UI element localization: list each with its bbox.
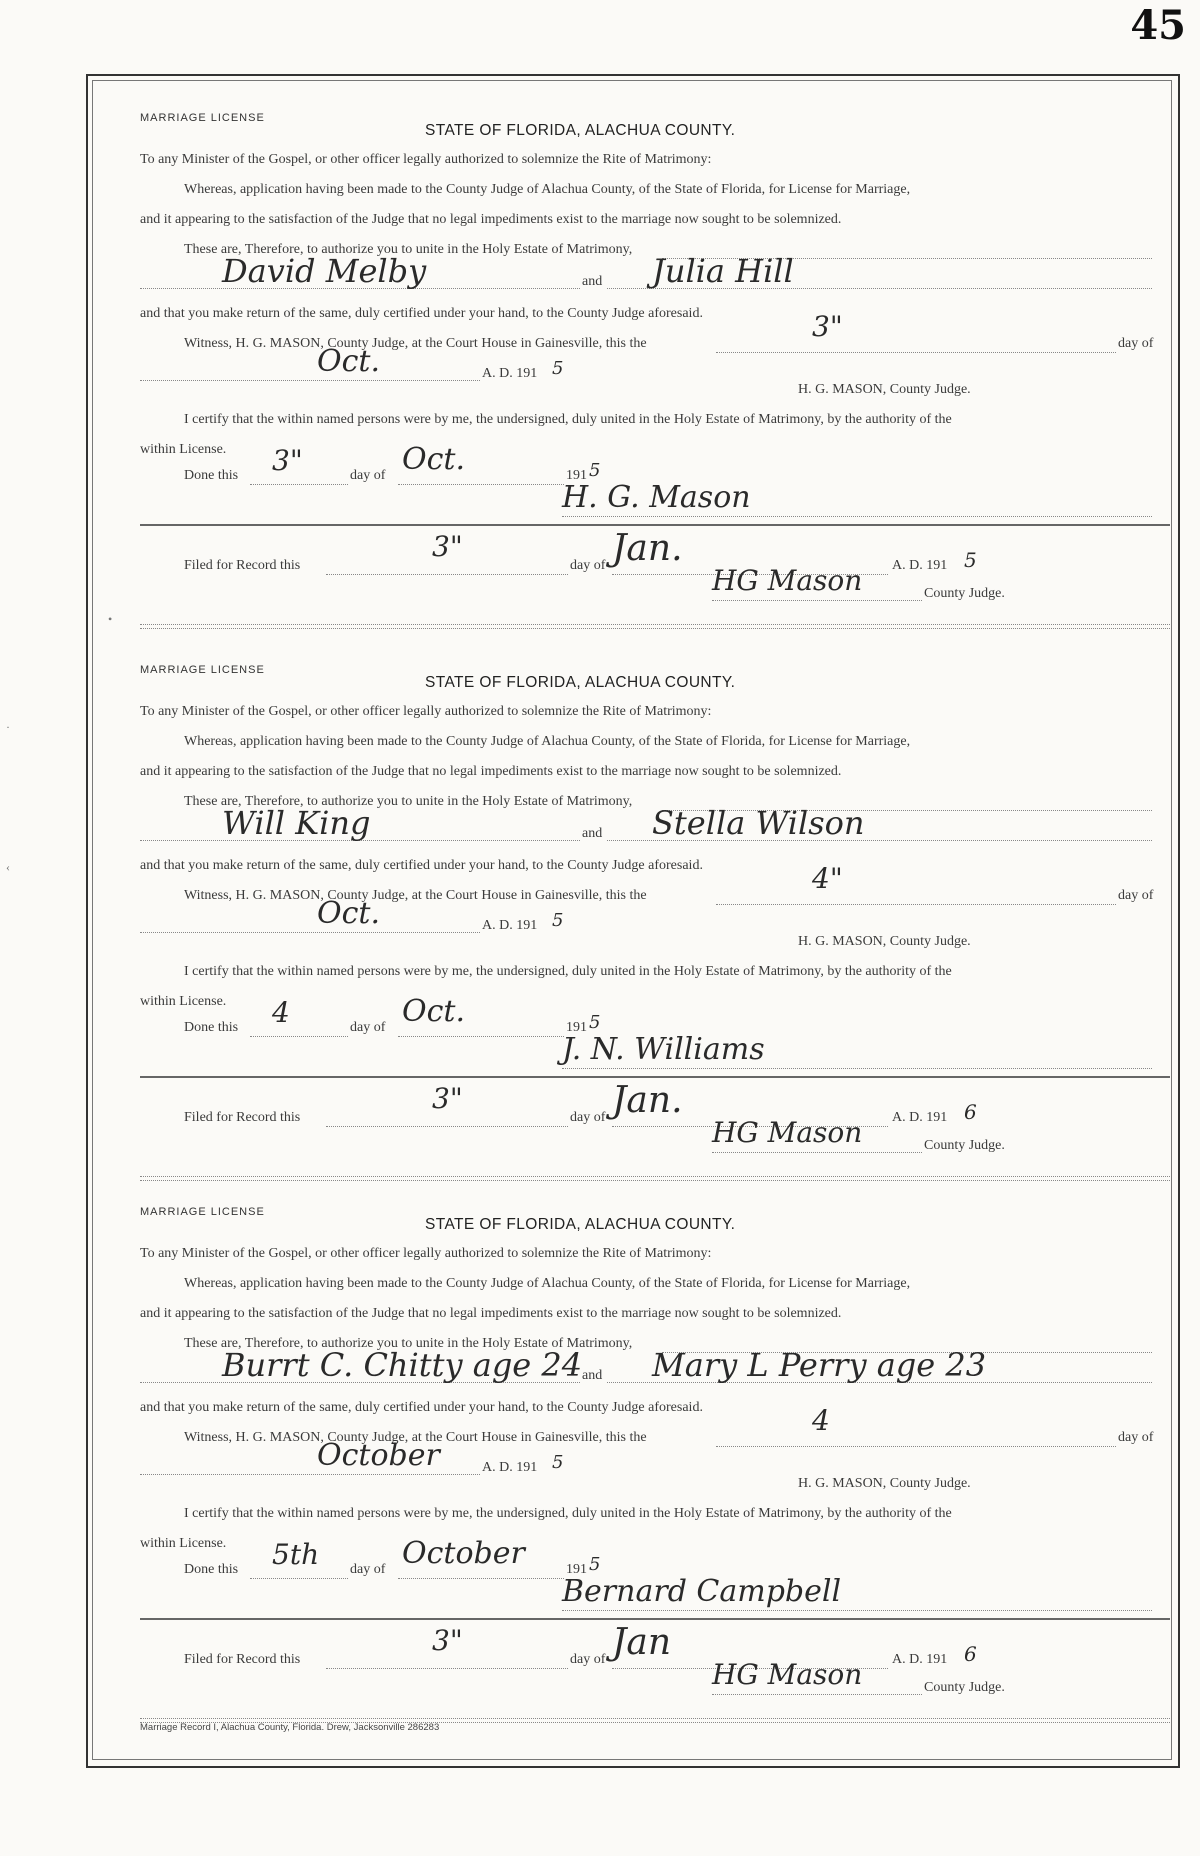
ad-text: A. D. 191 xyxy=(892,1110,948,1125)
authorize-text: These are, Therefore, to authorize you to unite in the Holy Estate of Matrimony, xyxy=(184,1336,633,1351)
filed-day: 3" xyxy=(432,1624,463,1657)
blank-line xyxy=(250,484,348,485)
salutation-text: To any Minister of the Gospel, or other officer legally authorized to solemnize the Rite of Matrimony: xyxy=(140,1246,712,1261)
bride-name: Julia Hill xyxy=(652,252,794,290)
done-day: 4 xyxy=(272,996,290,1029)
blank-line xyxy=(140,932,480,933)
witness-year: 5 xyxy=(552,910,564,931)
day-of-text: day of xyxy=(570,558,606,573)
judge-text: H. G. MASON, County Judge. xyxy=(798,382,971,397)
blank-line xyxy=(398,1578,564,1579)
done-year: 5 xyxy=(589,460,601,481)
done-year-prefix: 191 xyxy=(566,1562,587,1577)
bride-name: Mary L Perry age 23 xyxy=(652,1346,987,1384)
blank-line xyxy=(712,600,922,601)
appearing-text: and it appearing to the satisfaction of the Judge that no legal impediments exist to the marriage now sought to be solemnized. xyxy=(140,212,842,227)
divider xyxy=(140,1718,1170,1719)
filed-text: Filed for Record this xyxy=(184,1110,301,1125)
filed-text: Filed for Record this xyxy=(184,558,301,573)
ad-text: A. D. 191 xyxy=(892,558,948,573)
blank-line xyxy=(140,380,480,381)
day-of-text: day of xyxy=(570,1110,606,1125)
divider xyxy=(140,1076,1170,1078)
footer-imprint: Marriage Record I, Alachua County, Florida. Drew, Jacksonville 286283 xyxy=(140,1722,440,1733)
filed-day: 3" xyxy=(432,1082,463,1115)
judge-signature: HG Mason xyxy=(712,1116,863,1149)
filed-year: 6 xyxy=(964,1100,977,1124)
groom-name: David Melby xyxy=(222,252,427,290)
filed-month: Jan. xyxy=(612,528,683,569)
day-of-text: day of xyxy=(1118,1430,1154,1445)
done-this-text: Done this xyxy=(184,1020,239,1035)
and-text: and xyxy=(582,274,603,289)
done-this-text: Done this xyxy=(184,1562,239,1577)
blank-line xyxy=(712,1694,922,1695)
ad-text: A. D. 191 xyxy=(482,918,538,933)
authorize-text: These are, Therefore, to authorize you to unite in the Holy Estate of Matrimony, xyxy=(184,794,633,809)
filed-text: Filed for Record this xyxy=(184,1652,301,1667)
return-text: and that you make return of the same, duly certified under your hand, to the County Judge aforesaid. xyxy=(140,1400,703,1415)
license-record-3 xyxy=(92,1206,1170,1746)
blank-line xyxy=(562,1068,1152,1069)
officiant-signature: H. G. Mason xyxy=(562,480,751,515)
witness-day: 4 xyxy=(812,1404,830,1437)
blank-line xyxy=(716,352,1116,353)
done-day: 5th xyxy=(272,1538,320,1571)
judge-signature: HG Mason xyxy=(712,564,863,597)
certify-text: I certify that the within named persons were by me, the undersigned, duly united in the Holy Estate of Matrimony, by the authority of the xyxy=(184,964,952,979)
blank-line xyxy=(716,1446,1116,1447)
state-title: STATE OF FLORIDA, ALACHUA COUNTY. xyxy=(425,674,736,691)
county-judge-text: County Judge. xyxy=(924,1138,1005,1153)
witness-year: 5 xyxy=(552,1452,564,1473)
divider xyxy=(140,524,1170,526)
divider xyxy=(140,1618,1170,1620)
license-header: MARRIAGE LICENSE xyxy=(140,112,265,124)
license-header: MARRIAGE LICENSE xyxy=(140,664,265,676)
officiant-signature: J. N. Williams xyxy=(562,1032,765,1067)
license-header: MARRIAGE LICENSE xyxy=(140,1206,265,1218)
salutation-text: To any Minister of the Gospel, or other officer legally authorized to solemnize the Rite of Matrimony: xyxy=(140,704,712,719)
done-this-text: Done this xyxy=(184,468,239,483)
done-year: 5 xyxy=(589,1012,601,1033)
return-text: and that you make return of the same, duly certified under your hand, to the County Judge aforesaid. xyxy=(140,858,703,873)
done-year-prefix: 191 xyxy=(566,1020,587,1035)
day-of-text: day of xyxy=(350,1562,386,1577)
county-judge-text: County Judge. xyxy=(924,1680,1005,1695)
blank-line xyxy=(250,1036,348,1037)
filed-year: 5 xyxy=(964,548,977,572)
ad-text: A. D. 191 xyxy=(892,1652,948,1667)
witness-year: 5 xyxy=(552,358,564,379)
blank-line xyxy=(398,484,564,485)
blank-line xyxy=(562,1610,1152,1611)
groom-name: Will King xyxy=(222,804,371,842)
judge-signature: HG Mason xyxy=(712,1658,863,1691)
county-judge-text: County Judge. xyxy=(924,586,1005,601)
divider xyxy=(140,1180,1170,1181)
appearing-text: and it appearing to the satisfaction of the Judge that no legal impediments exist to the marriage now sought to be solemnized. xyxy=(140,764,842,779)
divider xyxy=(140,624,1170,625)
witness-text: Witness, H. G. MASON, County Judge, at the Court House in Gainesville, this the xyxy=(184,1430,647,1445)
page-number: 45 xyxy=(1130,2,1186,49)
blank-line xyxy=(398,1036,564,1037)
blank-line xyxy=(326,574,568,575)
done-year: 5 xyxy=(589,1554,601,1575)
within-license-text: within License. xyxy=(140,1536,227,1551)
edge-mark: · xyxy=(6,720,10,734)
day-of-text: day of xyxy=(1118,336,1154,351)
witness-month: Oct. xyxy=(317,896,380,931)
blank-line xyxy=(326,1126,568,1127)
filed-year: 6 xyxy=(964,1642,977,1666)
witness-day: 3" xyxy=(812,310,843,343)
day-of-text: day of xyxy=(350,1020,386,1035)
edge-mark: • xyxy=(108,612,113,626)
judge-text: H. G. MASON, County Judge. xyxy=(798,1476,971,1491)
whereas-text: Whereas, application having been made to the County Judge of Alachua County, of the State of Florida, for License for Marriage, xyxy=(184,1276,911,1291)
blank-line xyxy=(562,516,1152,517)
return-text: and that you make return of the same, duly certified under your hand, to the County Judge aforesaid. xyxy=(140,306,703,321)
blank-line xyxy=(250,1578,348,1579)
salutation-text: To any Minister of the Gospel, or other officer legally authorized to solemnize the Rite of Matrimony: xyxy=(140,152,712,167)
done-month: October xyxy=(402,1536,525,1571)
done-month: Oct. xyxy=(402,442,465,477)
state-title: STATE OF FLORIDA, ALACHUA COUNTY. xyxy=(425,1216,736,1233)
bride-name: Stella Wilson xyxy=(652,804,865,842)
ad-text: A. D. 191 xyxy=(482,1460,538,1475)
whereas-text: Whereas, application having been made to the County Judge of Alachua County, of the State of Florida, for License for Marriage, xyxy=(184,734,911,749)
blank-line xyxy=(716,904,1116,905)
witness-month: Oct. xyxy=(317,344,380,379)
license-record-2 xyxy=(92,664,1170,1204)
filed-month: Jan xyxy=(612,1622,672,1663)
and-text: and xyxy=(582,826,603,841)
divider xyxy=(140,1176,1170,1177)
certify-text: I certify that the within named persons were by me, the undersigned, duly united in the Holy Estate of Matrimony, by the authority of the xyxy=(184,1506,952,1521)
whereas-text: Whereas, application having been made to the County Judge of Alachua County, of the State of Florida, for License for Marriage, xyxy=(184,182,911,197)
authorize-text: These are, Therefore, to authorize you to unite in the Holy Estate of Matrimony, xyxy=(184,242,633,257)
ad-text: A. D. 191 xyxy=(482,366,538,381)
witness-text: Witness, H. G. MASON, County Judge, at the Court House in Gainesville, this the xyxy=(184,888,647,903)
done-day: 3" xyxy=(272,444,303,477)
license-record-1 xyxy=(92,112,1170,652)
blank-line xyxy=(712,1152,922,1153)
appearing-text: and it appearing to the satisfaction of the Judge that no legal impediments exist to the marriage now sought to be solemnized. xyxy=(140,1306,842,1321)
within-license-text: within License. xyxy=(140,442,227,457)
day-of-text: day of xyxy=(570,1652,606,1667)
filed-day: 3" xyxy=(432,530,463,563)
groom-name: Burrt C. Chitty age 24 xyxy=(222,1346,583,1384)
state-title: STATE OF FLORIDA, ALACHUA COUNTY. xyxy=(425,122,736,139)
officiant-signature: Bernard Campbell xyxy=(562,1574,842,1609)
divider xyxy=(140,628,1170,629)
blank-line xyxy=(140,1474,480,1475)
witness-day: 4" xyxy=(812,862,843,895)
day-of-text: day of xyxy=(1118,888,1154,903)
day-of-text: day of xyxy=(350,468,386,483)
within-license-text: within License. xyxy=(140,994,227,1009)
witness-text: Witness, H. G. MASON, County Judge, at the Court House in Gainesville, this the xyxy=(184,336,647,351)
blank-line xyxy=(326,1668,568,1669)
edge-mark: ‹ xyxy=(6,860,10,874)
certify-text: I certify that the within named persons were by me, the undersigned, duly united in the Holy Estate of Matrimony, by the authority of the xyxy=(184,412,952,427)
witness-month: October xyxy=(317,1438,440,1473)
done-year-prefix: 191 xyxy=(566,468,587,483)
done-month: Oct. xyxy=(402,994,465,1029)
filed-month: Jan. xyxy=(612,1080,683,1121)
and-text: and xyxy=(582,1368,603,1383)
judge-text: H. G. MASON, County Judge. xyxy=(798,934,971,949)
